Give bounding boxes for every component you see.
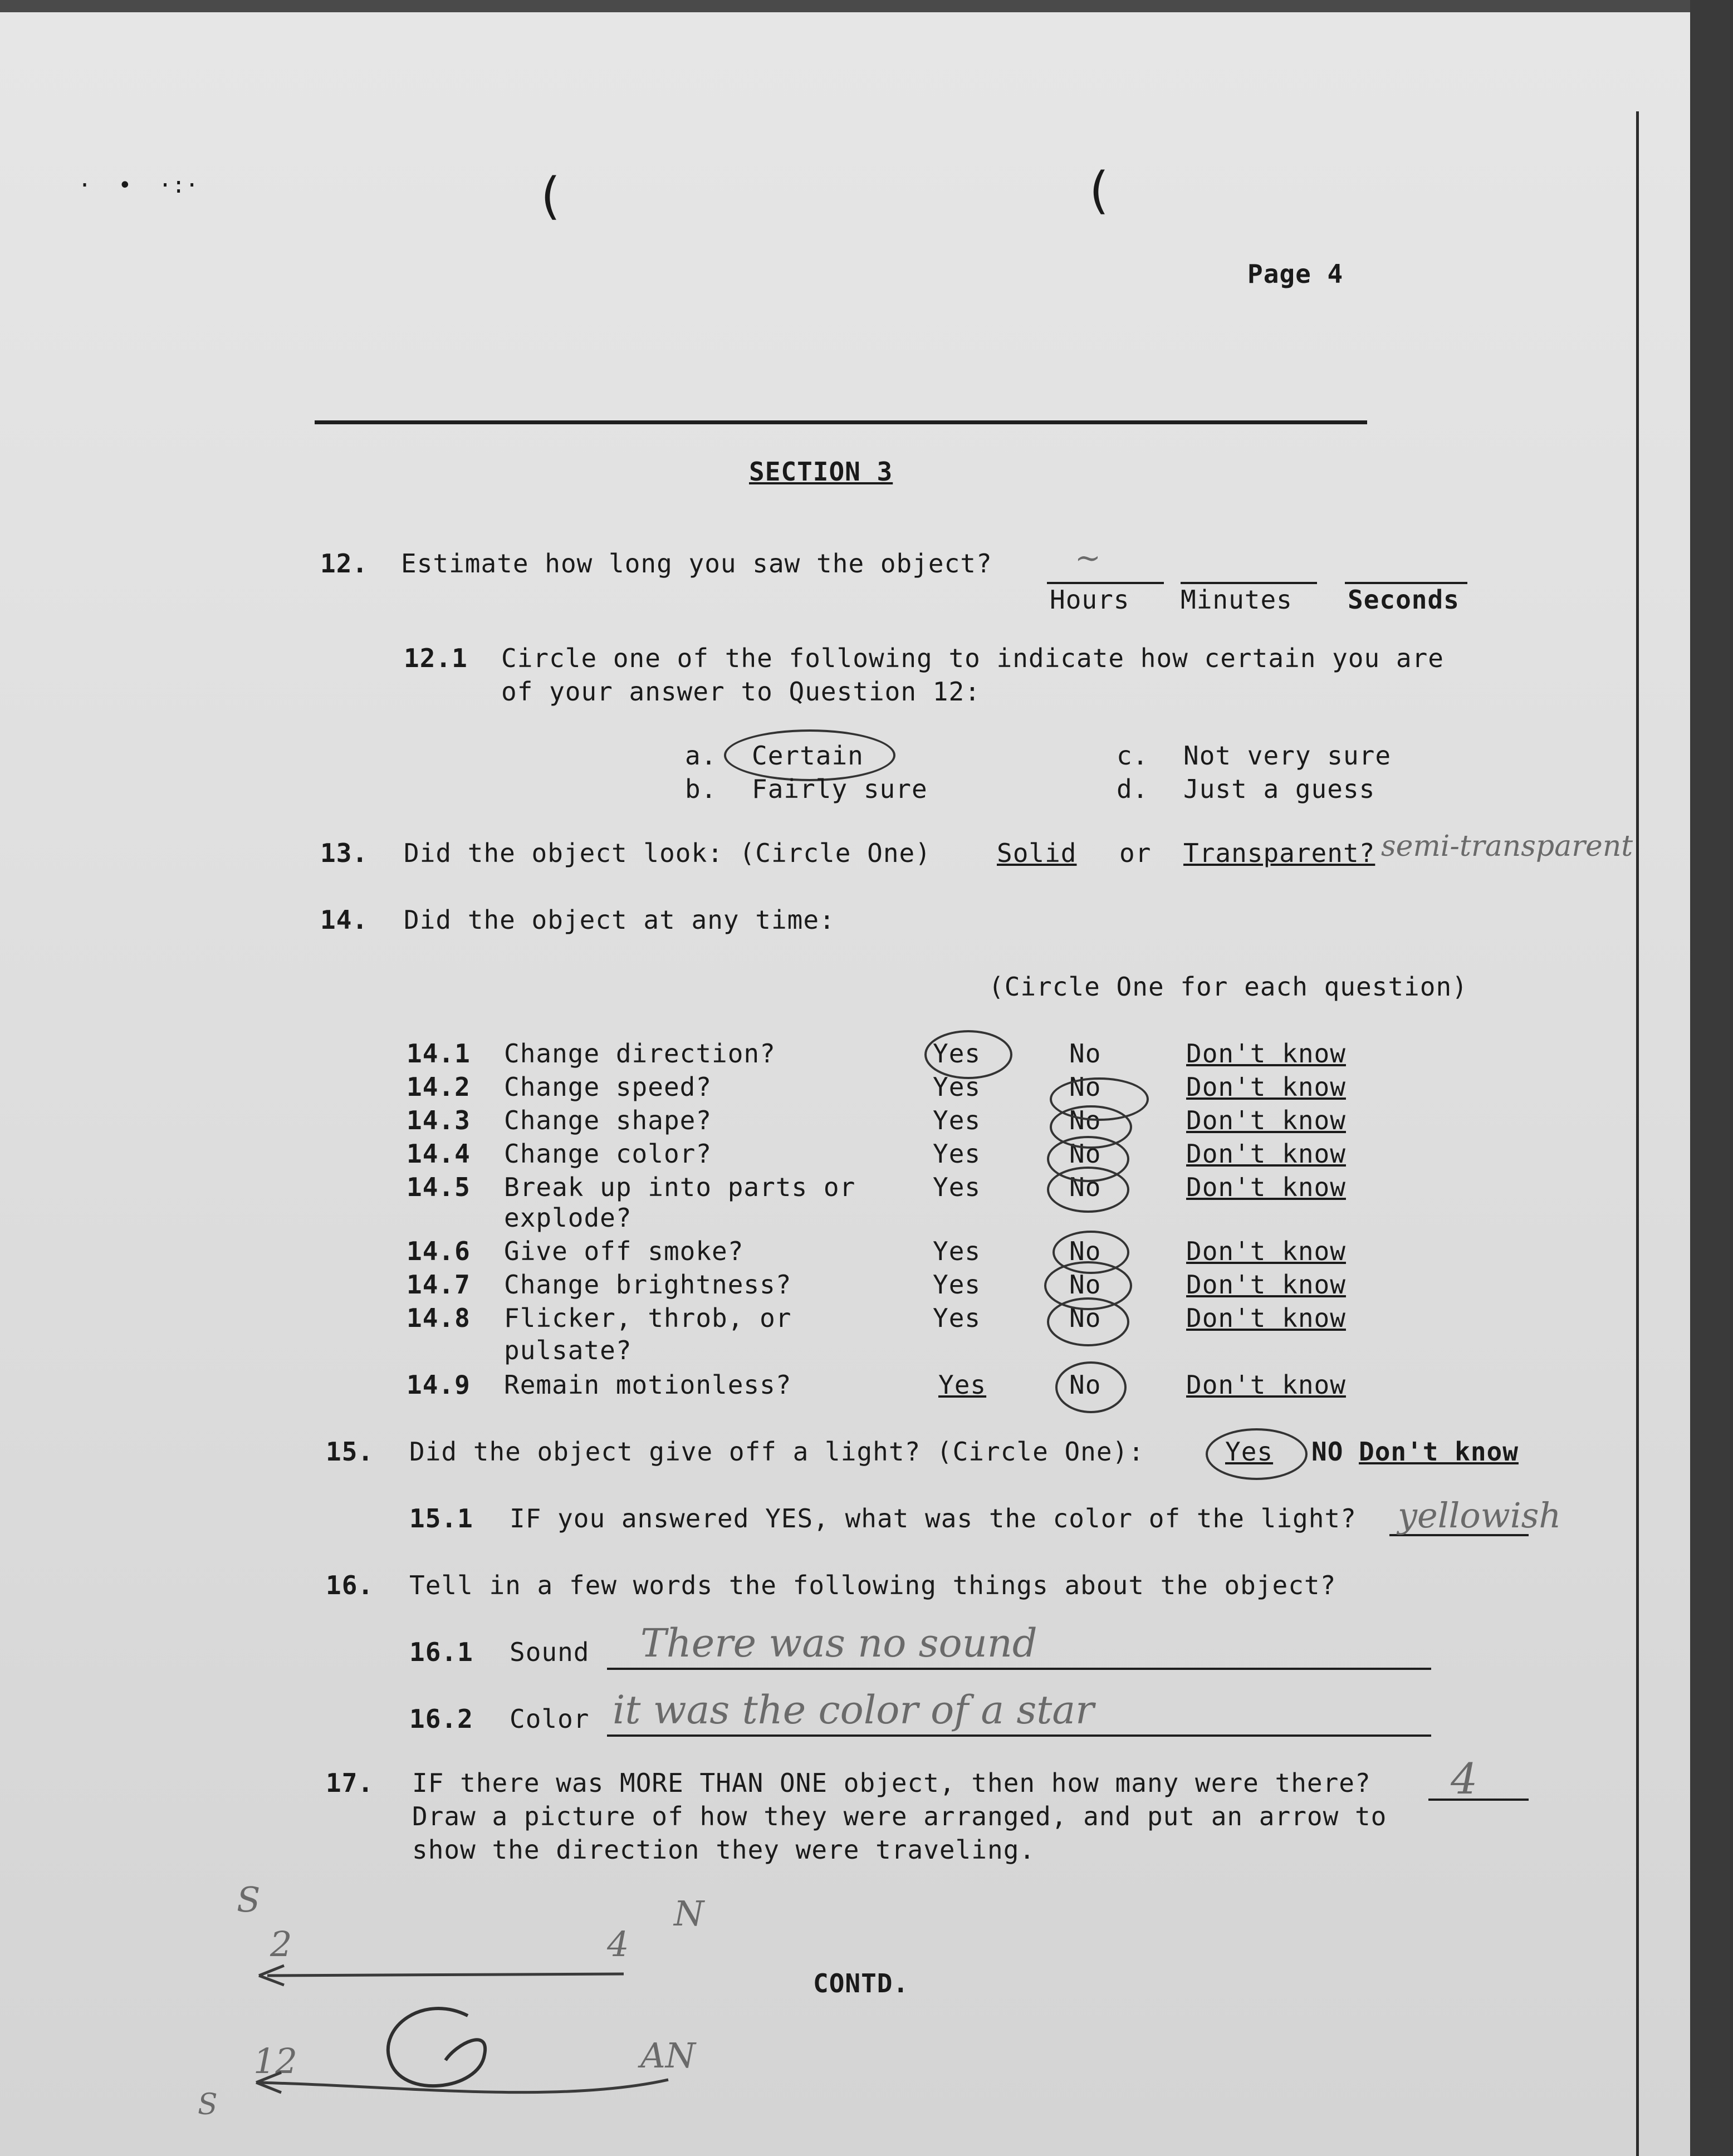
section-title: SECTION 3	[749, 457, 893, 487]
q13-number: 13.	[320, 838, 369, 868]
row-14-2-yes: Yes	[933, 1072, 981, 1102]
q16-2-label: Color	[510, 1704, 590, 1734]
q15-1-number: 15.1	[409, 1503, 473, 1533]
seconds-label: Seconds	[1348, 585, 1460, 615]
specks: · • ·:·	[78, 173, 199, 198]
q13-solid: Solid	[997, 838, 1077, 868]
q12-1-line2: of your answer to Question 12:	[501, 677, 981, 707]
q14-number: 14.	[320, 905, 369, 935]
row-14-5-number: 14.5	[407, 1172, 471, 1202]
option-c-label: Not very sure	[1183, 741, 1392, 771]
row-14-8-question-cont: pulsate?	[504, 1335, 632, 1365]
q14-text: Did the object at any time:	[404, 905, 835, 935]
q12-1-number: 12.1	[404, 643, 468, 673]
q12-text: Estimate how long you saw the object?	[401, 548, 992, 579]
sketch-mark-n: N	[674, 1893, 704, 1934]
row-14-4-yes: Yes	[933, 1139, 981, 1169]
row-14-6-dk: Don't know	[1186, 1236, 1346, 1266]
option-a-label: Certain	[752, 741, 864, 771]
q14-note: (Circle One for each question)	[988, 972, 1468, 1002]
q15-1-handwritten-answer: yellowish	[1398, 1495, 1561, 1536]
paren-right: (	[1083, 161, 1114, 220]
row-14-1-number: 14.1	[407, 1038, 471, 1069]
row-14-1-yes: Yes	[933, 1038, 981, 1069]
row-14-9-question: Remain motionless?	[504, 1370, 792, 1400]
q16-1-number: 16.1	[409, 1637, 473, 1667]
row-14-3-no: No	[1069, 1105, 1102, 1135]
row-14-2-dk: Don't know	[1186, 1072, 1346, 1102]
q17-line2: Draw a picture of how they were arranged, and put an arrow to	[412, 1801, 1387, 1831]
option-d-label: Just a guess	[1183, 774, 1375, 804]
q16-text: Tell in a few words the following things about the object?	[409, 1570, 1337, 1600]
row-14-4-number: 14.4	[407, 1139, 471, 1169]
q13-transparent: Transparent?	[1183, 838, 1375, 868]
row-14-9-number: 14.9	[407, 1370, 471, 1400]
q15-no: NO	[1311, 1437, 1344, 1467]
row-14-9-no: No	[1069, 1370, 1102, 1400]
row-14-1-dk: Don't know	[1186, 1038, 1346, 1069]
row-14-5-no: No	[1069, 1172, 1102, 1202]
row-14-8-no: No	[1069, 1303, 1102, 1333]
row-14-5-yes: Yes	[933, 1172, 981, 1202]
row-14-6-question: Give off smoke?	[504, 1236, 744, 1266]
hours-label: Hours	[1050, 585, 1130, 615]
row-14-7-yes: Yes	[933, 1270, 981, 1300]
row-14-7-number: 14.7	[407, 1270, 471, 1300]
row-14-4-no: No	[1069, 1139, 1102, 1169]
q17-number: 17.	[326, 1768, 374, 1798]
row-14-7-question: Change brightness?	[504, 1270, 792, 1300]
row-14-2-question: Change speed?	[504, 1072, 712, 1102]
q16-1-label: Sound	[510, 1637, 590, 1667]
row-14-1-no: No	[1069, 1038, 1102, 1069]
paren-left: (	[535, 167, 566, 226]
q17-handwritten-answer: 4	[1451, 1754, 1478, 1804]
q15-text: Did the object give off a light? (Circle One):	[409, 1437, 1144, 1467]
option-d-key: d.	[1117, 774, 1149, 804]
row-14-4-dk: Don't know	[1186, 1139, 1346, 1169]
sketch-mark-an: AN	[640, 2035, 696, 2076]
row-14-2-no: No	[1069, 1072, 1102, 1102]
q16-2-number: 16.2	[409, 1704, 473, 1734]
row-14-5-dk: Don't know	[1186, 1172, 1346, 1202]
option-b-label: Fairly sure	[752, 774, 928, 804]
row-14-7-no: No	[1069, 1270, 1102, 1300]
row-14-3-yes: Yes	[933, 1105, 981, 1135]
row-14-8-question: Flicker, throb, or	[504, 1303, 792, 1333]
q12-number: 12.	[320, 548, 369, 579]
q15-1-text: IF you answered YES, what was the color of the light?	[510, 1503, 1357, 1533]
sketch-mark-2: 2	[270, 1924, 292, 1964]
sketch-mark-s-bottom: S	[198, 2088, 218, 2121]
row-14-4-question: Change color?	[504, 1139, 712, 1169]
q13-text: Did the object look: (Circle One)	[404, 838, 931, 868]
sketch-mark-4: 4	[607, 1924, 629, 1964]
contd-label: CONTD.	[813, 1968, 909, 1998]
row-14-6-number: 14.6	[407, 1236, 471, 1266]
row-14-1-question: Change direction?	[504, 1038, 776, 1069]
row-14-8-number: 14.8	[407, 1303, 471, 1333]
row-14-5-question-cont: explode?	[504, 1203, 632, 1233]
row-14-3-dk: Don't know	[1186, 1105, 1346, 1135]
sketch-mark-12: 12	[253, 2041, 297, 2081]
q15-number: 15.	[326, 1437, 374, 1467]
row-14-3-question: Change shape?	[504, 1105, 712, 1135]
q12-1-line1: Circle one of the following to indicate how certain you are	[501, 643, 1444, 673]
row-14-9-dk: Don't know	[1186, 1370, 1346, 1400]
row-14-2-number: 14.2	[407, 1072, 471, 1102]
row-14-8-yes: Yes	[933, 1303, 981, 1333]
q13-or: or	[1119, 838, 1152, 868]
q13-handwritten-answer: semi-transparent	[1381, 830, 1633, 863]
q15-dont-know: Don't know	[1359, 1437, 1519, 1467]
row-14-6-no: No	[1069, 1236, 1102, 1266]
q15-yes: Yes	[1225, 1437, 1274, 1467]
row-14-7-dk: Don't know	[1186, 1270, 1346, 1300]
row-14-9-yes: Yes	[938, 1370, 987, 1400]
option-a-key: a.	[685, 741, 717, 771]
q16-1-handwritten-answer: There was no sound	[640, 1620, 1037, 1666]
row-14-3-number: 14.3	[407, 1105, 471, 1135]
row-14-6-yes: Yes	[933, 1236, 981, 1266]
hours-scribble: ~	[1075, 540, 1101, 576]
row-14-8-dk: Don't know	[1186, 1303, 1346, 1333]
q17-line3: show the direction they were traveling.	[412, 1835, 1036, 1865]
sketch-mark-s-top: S	[237, 1879, 261, 1920]
q16-number: 16.	[326, 1570, 374, 1600]
minutes-label: Minutes	[1181, 585, 1293, 615]
option-b-key: b.	[685, 774, 717, 804]
row-14-5-question: Break up into parts or	[504, 1172, 856, 1202]
option-c-key: c.	[1117, 741, 1149, 771]
page-label: Page 4	[1247, 259, 1344, 289]
q17-line1: IF there was MORE THAN ONE object, then how many were there?	[412, 1768, 1371, 1798]
q16-2-handwritten-answer: it was the color of a star	[613, 1687, 1094, 1733]
